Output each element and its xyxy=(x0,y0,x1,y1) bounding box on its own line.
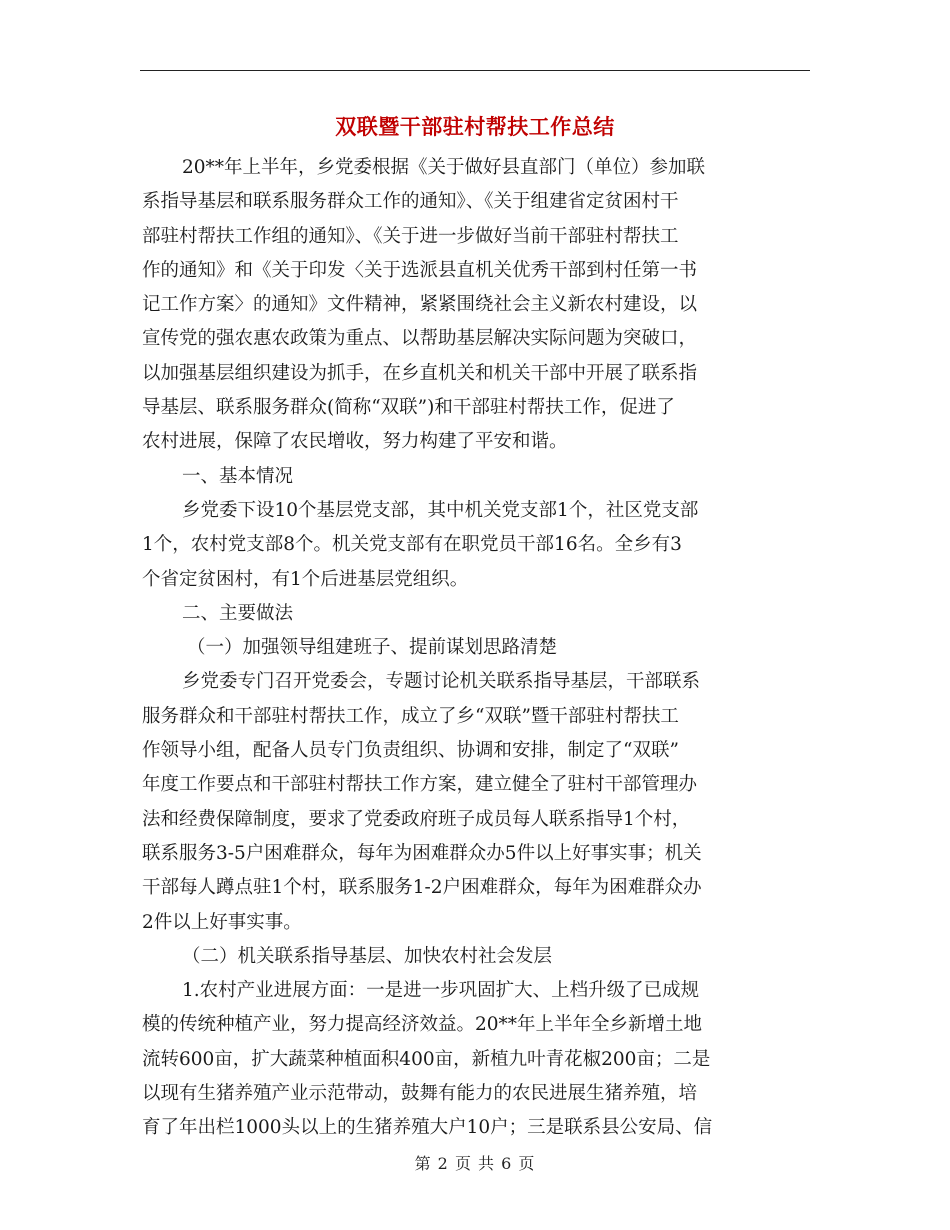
body-line: 服务群众和干部驻村帮扶工作，成立了乡“双联”暨干部驻村帮扶工 xyxy=(142,705,679,727)
page-number-footer: 第 2 页 共 6 页 xyxy=(414,1154,536,1173)
body-line: 作领导小组，配备人员专门负责组织、协调和安排，制定了“双联” xyxy=(142,740,679,762)
body-line: 个省定贫困村，有1个后进基层党组织。 xyxy=(142,568,469,590)
body-line: 2件以上好事实事。 xyxy=(142,911,302,933)
body-line: 联系服务3-5户困难群众，每年为困难群众办5件以上好事实事；机关 xyxy=(142,842,702,864)
body-line: 以加强基层组织建设为抓手，在乡直机关和机关干部中开展了联系指 xyxy=(142,362,698,384)
body-line: 系指导基层和联系服务群众工作的通知》、《关于组建省定贫困村干 xyxy=(142,191,679,213)
body-line: 宣传党的强农惠农政策为重点、以帮助基层解决实际问题为突破口， xyxy=(142,328,698,350)
section-heading: 一、基本情况 xyxy=(182,465,294,487)
body-line: 乡党委下设10个基层党支部，其中机关党支部1个，社区党支部 xyxy=(182,499,699,521)
subsection-heading: （二）机关联系指导基层、加快农村社会发层 xyxy=(182,945,553,967)
body-line: 模的传统种植产业，努力提高经济效益。20**年上半年全乡新增土地 xyxy=(142,1014,703,1036)
body-line: 年度工作要点和干部驻村帮扶工作方案，建立健全了驻村干部管理办 xyxy=(142,774,698,796)
body-line: 以现有生猪养殖产业示范带动，鼓舞有能力的农民进展生猪养殖，培 xyxy=(142,1083,698,1105)
body-line: 乡党委专门召开党委会，专题讨论机关联系指导基层，干部联系 xyxy=(182,671,701,693)
body-line: 20**年上半年，乡党委根据《关于做好县直部门（单位）参加联 xyxy=(182,157,706,178)
subsection-heading: （一）加强领导组建班子、提前谋划思路清楚 xyxy=(187,637,558,659)
document-body xyxy=(142,151,812,1146)
body-line: 1个，农村党支部8个。机关党支部有在职党员干部16名。全乡有3 xyxy=(142,534,682,556)
section-heading: 二、主要做法 xyxy=(182,602,294,624)
body-line: 干部每人蹲点驻1个村，联系服务1-2户困难群众，每年为困难群众办 xyxy=(142,877,702,899)
body-line: 部驻村帮扶工作组的通知》、《关于进一步做好当前干部驻村帮扶工 xyxy=(142,225,679,247)
body-line: 1.农村产业进展方面：一是进一步巩固扩大、上档升级了已成规 xyxy=(182,980,700,1002)
body-line: 记工作方案〉的通知》文件精神，紧紧围绕社会主义新农村建设，以 xyxy=(142,294,698,316)
document-title: 双联暨干部驻村帮扶工作总结 xyxy=(335,114,615,139)
body-line: 农村进展，保障了农民增收，努力构建了平安和谐。 xyxy=(142,431,568,453)
body-line: 流转600亩，扩大蔬菜种植面积400亩，新植九叶青花椒200亩；二是 xyxy=(142,1048,711,1070)
body-line: 育了年出栏1000头以上的生猪养殖大户10户；三是联系县公安局、信 xyxy=(142,1117,713,1139)
body-line: 导基层、联系服务群众(简称“双联”)和干部驻村帮扶工作，促进了 xyxy=(142,397,675,419)
header-rule xyxy=(140,70,810,71)
body-line: 法和经费保障制度，要求了党委政府班子成员每人联系指导1个村， xyxy=(142,808,691,830)
body-line: 作的通知》和《关于印发〈关于选派县直机关优秀干部到村任第一书 xyxy=(142,259,698,281)
